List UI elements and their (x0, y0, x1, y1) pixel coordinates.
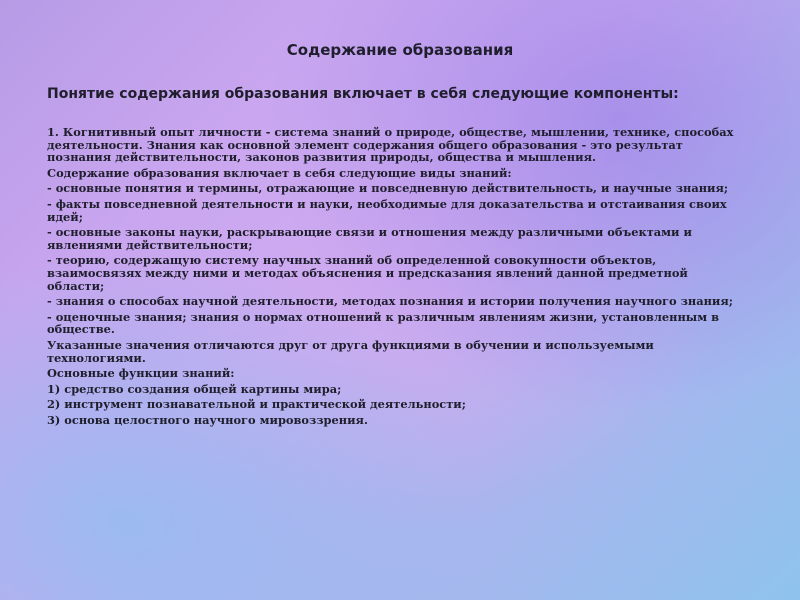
function-item-1: 1) средство создания общей картины мира; (47, 381, 342, 396)
slide-body (47, 126, 735, 429)
list-item-methods: - знания о способах научной деятельности, методах познания и истории получения научного знания; (47, 294, 733, 309)
list-item-facts: - факты повседневной деятельности и науки, необходимые для доказательства и отстаивания своих идей; (47, 196, 727, 224)
list-item-concepts: - основные понятия и термины, отражающие и повседневную действительность, и научные знания; (47, 181, 729, 196)
paragraph-functions-note: Указанные значения отличаются друг от друга функциями в обучении и используемыми технологиями. (47, 337, 654, 365)
paragraph-cognitive-experience: 1. Когнитивный опыт личности - система знаний о природе, обществе, мышлении, технике, способах деятельности. Знания как основной элемент содержания общего образования - это результат познания действительности, законов развития природы, общества и мышления. (47, 125, 734, 165)
list-item-theory: - теорию, содержащую систему научных знаний об определенной совокупности объектов, взаимосвязях между ними и методах объяснения и предсказания явлений данной предметной области; (47, 253, 688, 293)
function-item-2: 2) инструмент познавательной и практической деятельности; (47, 397, 466, 412)
slide-title: Содержание образования (286, 41, 514, 59)
paragraph-knowledge-types-intro: Содержание образования включает в себя следующие виды знаний: (47, 165, 512, 180)
paragraph-functions-heading: Основные функции знаний: (47, 366, 235, 381)
list-item-evaluative: - оценочные знания; знания о нормах отношений к различным явлениям жизни, установленным в обществе. (47, 309, 719, 337)
list-item-laws: - основные законы науки, раскрывающие связи и отношения между различными объектами и явлениями действительности; (47, 225, 692, 252)
function-item-3: 3) основа целостного научного мировоззрения. (47, 412, 368, 427)
slide-subtitle: Понятие содержания образования включает в себя следующие компоненты: (47, 86, 679, 102)
